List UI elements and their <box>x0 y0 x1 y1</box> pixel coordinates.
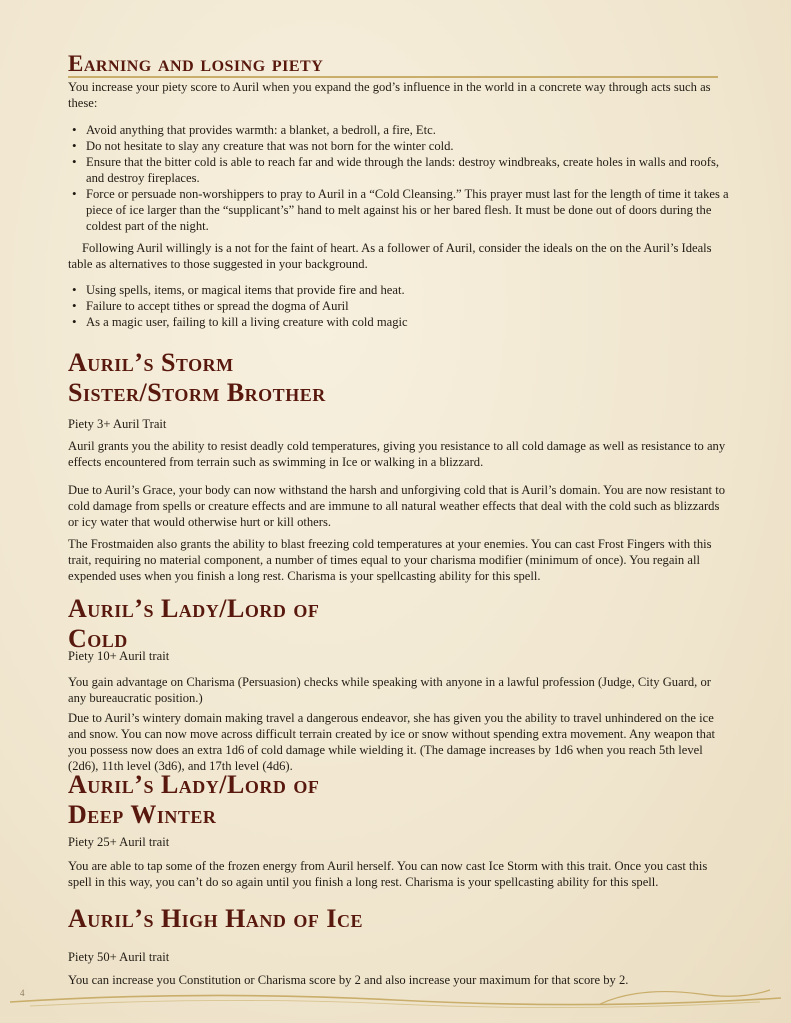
list-item: • Force or persuade non-worshippers to pray to Auril in a “Cold Cleansing.” This prayer must last for the length of time it takes a piece of ice larger than the “supplicant’s” hand to melt against his or her bared flesh. It must be done out of doors during the coldest part of the night. <box>86 186 736 234</box>
title-line: Cold <box>68 624 128 653</box>
piety-acts-list <box>68 122 736 234</box>
title-line: Auril’s Lady/Lord of <box>68 594 320 623</box>
cold-para-1: You gain advantage on Charisma (Persuasion) checks while speaking with anyone in a lawful profession (Judge, City Guard, or any bureaucratic position.) <box>68 675 711 705</box>
list-item: • Do not hesitate to slay any creature that was not born for the winter cold. <box>86 138 736 154</box>
title-line: Auril’s Lady/Lord of <box>68 770 320 799</box>
page-number: 4 <box>20 988 25 998</box>
section-title-deep-winter <box>68 770 319 830</box>
deep-subtitle: Piety 25+ Auril trait <box>68 835 170 849</box>
section-title-piety: Earning and losing piety <box>68 51 324 76</box>
storm-para-3: The Frostmaiden also grants the ability to blast freezing cold temperatures at your enemies. You can cast Frost Fingers with this trait, requiring no material component, a number of times equal to your charisma modifier (minimum of once). You regain all expended uses when you finish a long rest. Charisma is your spellcasting ability for this spell. <box>68 537 712 583</box>
list-item: • As a magic user, failing to kill a living creature with cold magic <box>86 314 736 330</box>
storm-para-1: Auril grants you the ability to resist deadly cold temperatures, giving you resistance to all cold damage as well as resistance to any effects encountered from terrain such as swimming in Ice or walking in a blizzard. <box>68 439 726 469</box>
list-item: • Using spells, items, or magical items that provide fire and heat. <box>86 282 736 298</box>
list-item: • Avoid anything that provides warmth: a blanket, a bedroll, a fire, Etc. <box>86 122 736 138</box>
title-underline <box>68 76 718 78</box>
title-line: Deep Winter <box>68 800 217 829</box>
section-title-storm <box>68 348 326 408</box>
section-title-cold <box>68 594 319 654</box>
storm-para-2: Due to Auril’s Grace, your body can now withstand the harsh and unforgiving cold that is Auril’s domain. You are now resistant to cold damage from spells or creature effects and are immune to all natural weather effects that deal with the cold such as blizzards or icy water that would otherwise hurt or kill others. <box>68 483 725 529</box>
cold-para-2: Due to Auril’s wintery domain making travel a dangerous endeavor, she has given you the ability to travel unhindered on the ice and snow. You can now move across difficult terrain created by ice or snow without spending extra movement. Any weapon that you possess now does an extra 1d6 of cold damage while wielding it. (The damage increases by 1d6 when you reach 5th level (2d6), 11th level (3d6), and 17th level (4d6). <box>68 711 716 773</box>
title-line: Sister/Storm Brother <box>68 378 326 407</box>
ice-subtitle: Piety 50+ Auril trait <box>68 950 170 964</box>
list-item: • Ensure that the bitter cold is able to reach far and wide through the lands: destroy windbreaks, create holes in walls and roofs, and destroy fireplaces. <box>86 154 736 186</box>
footer-flourish-icon <box>0 976 791 1016</box>
deep-para-1: You are able to tap some of the frozen energy from Auril herself. You can now cast Ice Storm with this trait. Once you cast this spell in this way, you can’t do so again until you finish a long rest. Charisma is your spellcasting ability for this spell. <box>68 859 708 889</box>
cold-subtitle: Piety 10+ Auril trait <box>68 649 170 663</box>
section-title-high-hand: Auril’s High Hand of Ice <box>68 904 364 933</box>
title-line: Auril’s Storm <box>68 348 234 377</box>
piety-intro: You increase your piety score to Auril when you expand the god’s influence in the world in a concrete way through acts such as these: <box>68 80 711 110</box>
storm-subtitle: Piety 3+ Auril Trait <box>68 417 167 431</box>
list-item: • Failure to accept tithes or spread the dogma of Auril <box>86 298 736 314</box>
ice-para-1: You can increase you Constitution or Charisma score by 2 and also increase your maximum for that score by 2. <box>68 973 629 987</box>
piety-follow-text: Following Auril willingly is a not for the faint of heart. As a follower of Auril, consider the ideals on the on the Auril’s Ideals table as alternatives to those suggested in your background. <box>68 241 712 271</box>
piety-loss-list <box>68 282 736 330</box>
